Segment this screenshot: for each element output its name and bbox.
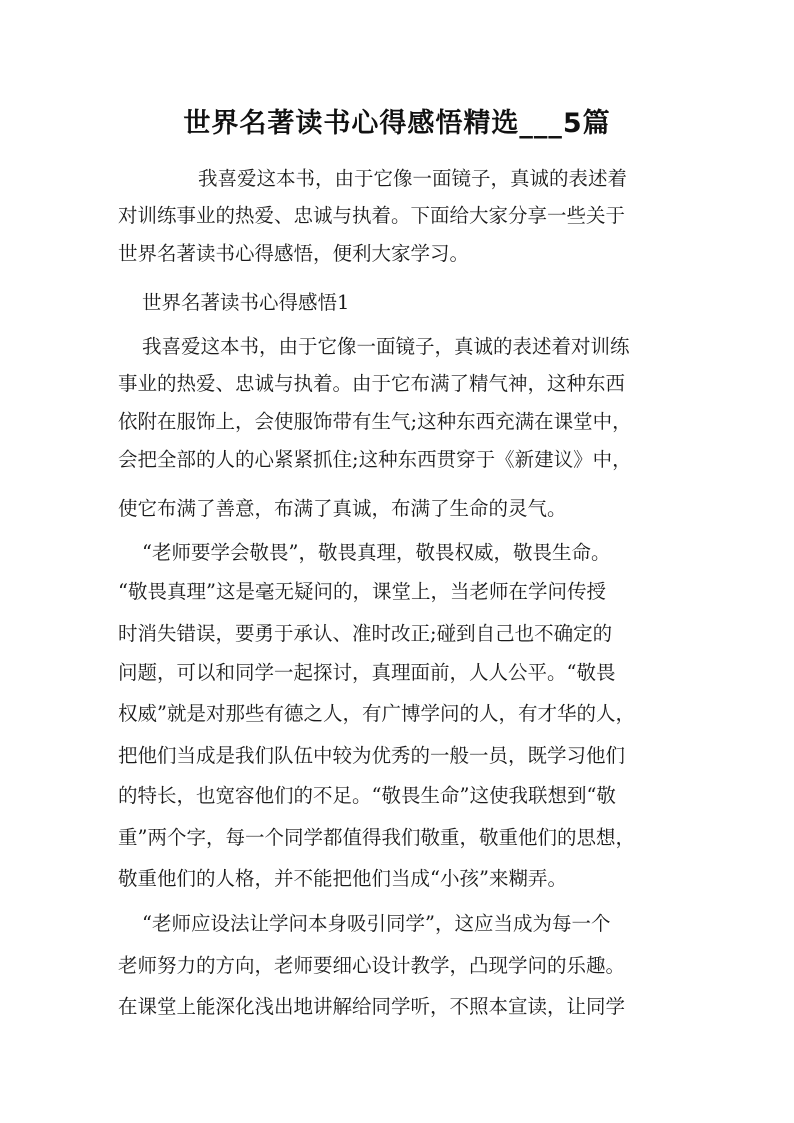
paragraph-line: 时消失错误，要勇于承认、准时改正;碰到自己也不确定的: [118, 622, 613, 645]
paragraph-line: 依附在服饰上，会使服饰带有生气;这种东西充满在课堂中，: [118, 410, 632, 433]
paragraph-line: “老师要学会敬畏”，敬畏真理，敬畏权威，敬畏生命。: [142, 541, 611, 564]
intro-line-1: 我喜爱这本书，由于它像一面镜子，真诚的表述着: [198, 167, 628, 190]
paragraph-line: 重”两个字，每一个同学都值得我们敬重，敬重他们的思想，: [118, 826, 635, 849]
paragraph-line: 把他们当成是我们队伍中较为优秀的一般一员，既学习他们: [118, 744, 626, 767]
paragraph-line: 敬重他们的人格，并不能把他们当成“小孩”来糊弄。: [118, 867, 567, 890]
paragraph-line: 在课堂上能深化浅出地讲解给同学听，不照本宣读，让同学: [118, 995, 626, 1018]
paragraph-line: 会把全部的人的心紧紧抓住;这种东西贯穿于《新建议》中，: [118, 448, 632, 471]
paragraph-line: 权威”就是对那些有德之人，有广博学问的人，有才华的人，: [118, 702, 635, 725]
paragraph-line: 问题，可以和同学一起探讨，真理面前，人人公平。“敬畏: [118, 661, 616, 684]
paragraph-line: “敬畏真理”这是毫无疑问的，课堂上，当老师在学问传授: [118, 580, 606, 603]
paragraph-line: “老师应设法让学问本身吸引同学”，这应当成为每一个: [142, 912, 611, 935]
paragraph-line: 我喜爱这本书，由于它像一面镜子，真诚的表述着对训练: [142, 335, 630, 358]
section-heading: 世界名著读书心得感悟1: [142, 291, 350, 314]
intro-line-3: 世界名著读书心得感悟，便利大家学习。: [118, 242, 470, 265]
intro-line-2: 对训练事业的热爱、忠诚与执着。下面给大家分享一些关于: [118, 204, 626, 227]
paragraph-line: 使它布满了善意，布满了真诚，布满了生命的灵气。: [118, 497, 567, 520]
paragraph-line: 老师努力的方向，老师要细心设计教学，凸现学问的乐趣。: [118, 954, 626, 977]
document-title: 世界名著读书心得感悟精选___5篇: [183, 108, 611, 139]
paragraph-line: 的特长，也宽容他们的不足。“敬畏生命”这使我联想到“敬: [118, 784, 616, 807]
paragraph-line: 事业的热爱、忠诚与执着。由于它布满了精气神，这种东西: [118, 372, 626, 395]
